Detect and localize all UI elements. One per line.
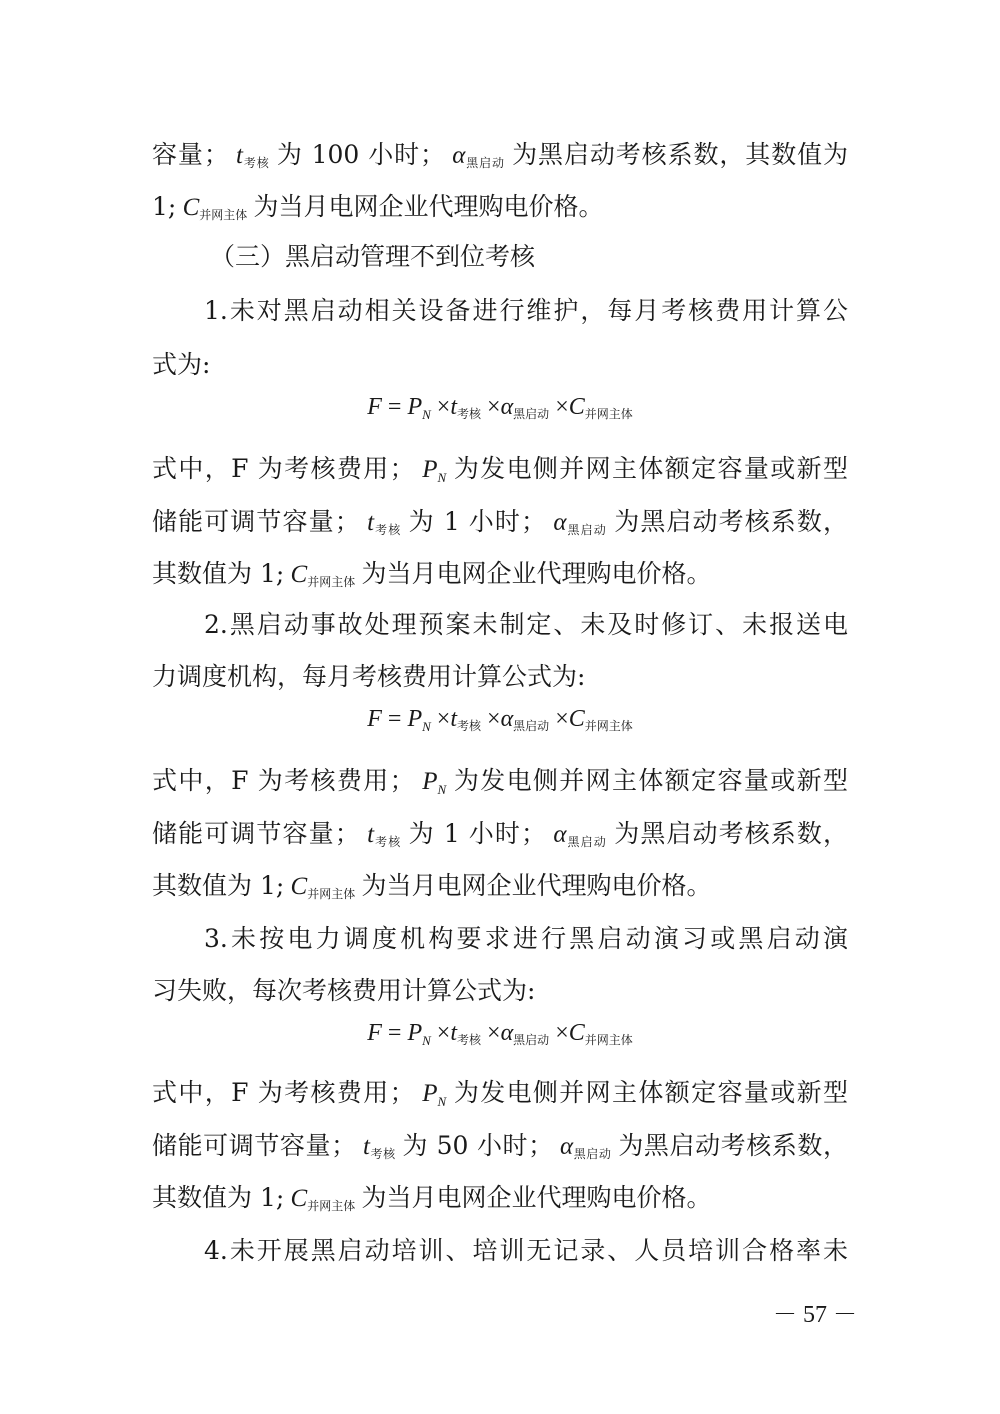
page-number: － 57 － bbox=[773, 1302, 857, 1328]
text-line: 储能可调节容量； $t_{考核}$ 为 50 小时； $\alpha_{黑启动}$ 为黑启动考核系数， bbox=[152, 1131, 848, 1161]
text-line: 其数值为 1; $C_{并网主体}$ 为当月电网企业代理购电价格。 bbox=[152, 871, 712, 901]
text-line: 力调度机构，每月考核费用计算公式为: bbox=[152, 662, 586, 691]
text-line: 容量； $t_{考核}$ 为 100 小时； $\alpha_{黑启动}$ 为黑启动考核系数，其数值为 bbox=[152, 140, 849, 170]
section-heading: （三）黑启动管理不到位考核 bbox=[210, 242, 536, 271]
text-line: 1; $C_{并网主体}$ 为当月电网企业代理购电价格。 bbox=[152, 192, 604, 222]
text-line: 其数值为 1; $C_{并网主体}$ 为当月电网企业代理购电价格。 bbox=[152, 559, 712, 589]
text-line: 储能可调节容量； $t_{考核}$ 为 1 小时； $\alpha_{黑启动}$ 为黑启动考核系数， bbox=[152, 507, 849, 537]
formula-3: $F = P_N \times t_{考核} \times\alpha_{黑启动} \times C_{并网主体}$ bbox=[367, 1020, 633, 1048]
item-1-text: 1.未对黑启动相关设备进行维护，每月考核费用计算公 bbox=[204, 296, 848, 325]
text-line: 式中，F 为考核费用； $P_N$ 为发电侧并网主体额定容量或新型 bbox=[152, 1078, 849, 1109]
formula-2: $F = P_N \times t_{考核} \times\alpha_{黑启动} \times C_{并网主体}$ bbox=[367, 706, 633, 734]
text-line: 式为: bbox=[152, 350, 211, 379]
text-line: 储能可调节容量； $t_{考核}$ 为 1 小时； $\alpha_{黑启动}$ 为黑启动考核系数， bbox=[152, 819, 849, 849]
item-3-text: 3.未按电力调度机构要求进行黑启动演习或黑启动演 bbox=[204, 924, 848, 953]
item-2-text: 2.黑启动事故处理预案未制定、未及时修订、未报送电 bbox=[204, 610, 848, 639]
text-line: 式中，F 为考核费用； $P_N$ 为发电侧并网主体额定容量或新型 bbox=[152, 454, 849, 485]
formula-1: $F = P_N \times t_{考核} \times\alpha_{黑启动} \times C_{并网主体}$ bbox=[367, 394, 633, 422]
item-4-text: 4.未开展黑启动培训、培训无记录、人员培训合格率未 bbox=[204, 1236, 848, 1265]
text-line: 习失败，每次考核费用计算公式为: bbox=[152, 976, 536, 1005]
text-line: 其数值为 1; $C_{并网主体}$ 为当月电网企业代理购电价格。 bbox=[152, 1183, 712, 1213]
text-line: 式中，F 为考核费用； $P_N$ 为发电侧并网主体额定容量或新型 bbox=[152, 766, 849, 797]
